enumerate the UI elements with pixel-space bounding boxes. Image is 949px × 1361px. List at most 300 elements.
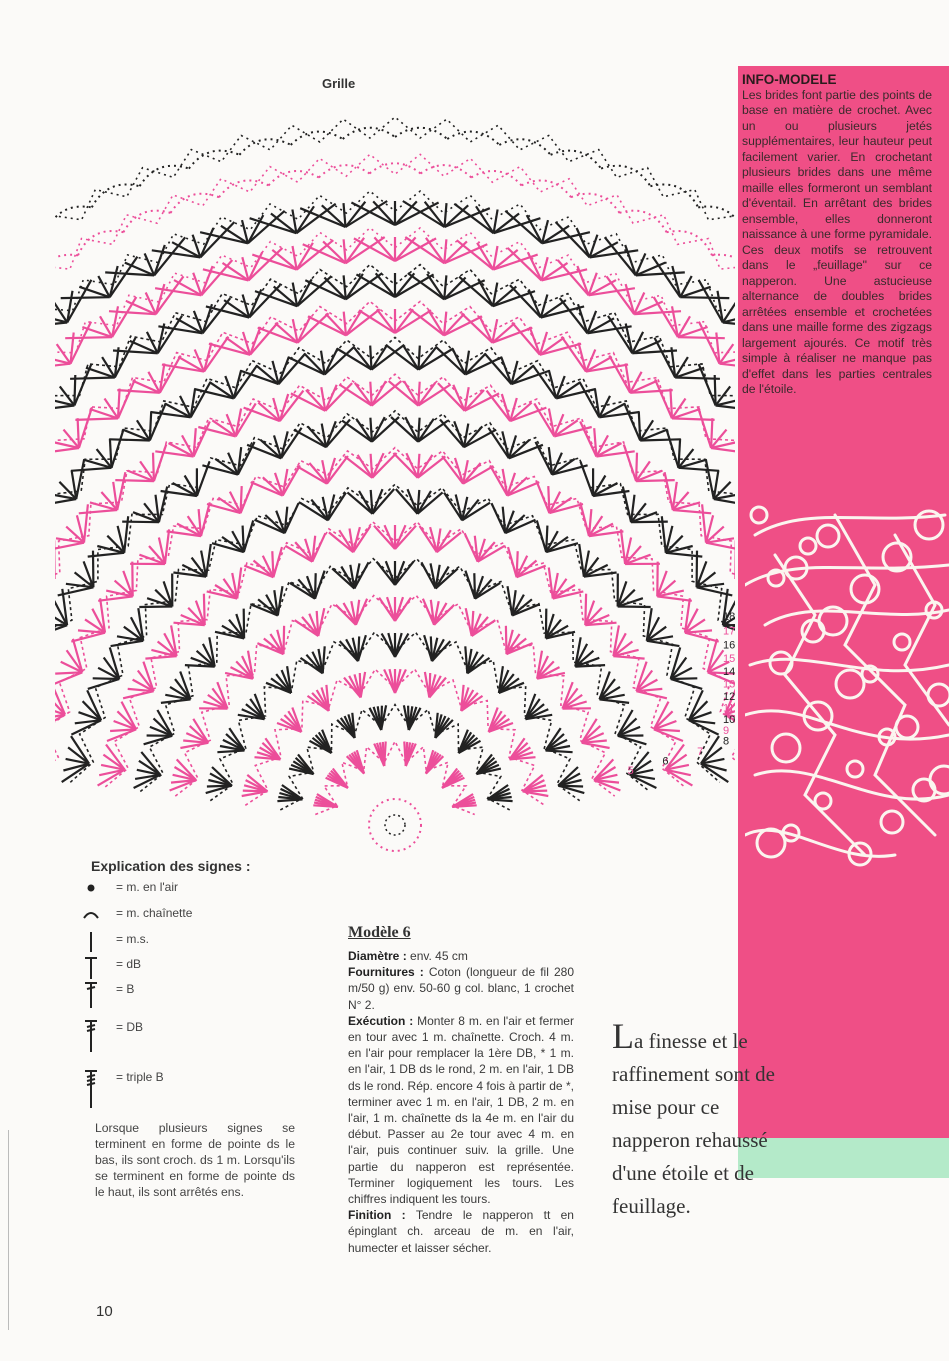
stitch	[374, 237, 395, 261]
stitch-cluster	[485, 354, 550, 385]
stitch	[384, 742, 386, 767]
stitch	[671, 679, 703, 689]
stitch	[55, 406, 74, 412]
stitch	[250, 327, 260, 355]
chain-line	[280, 705, 509, 810]
stitch-cluster	[240, 354, 305, 385]
stitch	[395, 526, 416, 549]
supplies-label: Fournitures :	[348, 965, 424, 980]
info-text: Les brides font partie des points de base en matière de crochet. Avec un ou plusieurs jetés supplémentaires, leur hauteur peut facilement varier. En crochetant plusieurs brides dans une même maille elles formeront un semblant d'éventail. En arrêtant des brides ensemble, elles donneront naissance à une forme pyramidale. Ces deux motifs se retrouvent dans le „feuillage" sur ce napperon. Une astucieuse alternance de doubles brides arrêtées ensemble et crochetées dans une maille forme des zigzags largement ajourés. Ce motif très simple à réaliser ne manque pas d'effet dans les parties centrales de l'étoile.	[742, 87, 932, 396]
stitch	[344, 275, 346, 299]
stitch	[284, 626, 285, 654]
stitch	[581, 462, 594, 496]
crochet-chart	[55, 95, 735, 865]
scallop	[219, 180, 269, 197]
round-5	[170, 596, 621, 797]
stitch-cluster	[374, 742, 386, 767]
stitch	[406, 453, 417, 478]
stitch	[339, 385, 371, 406]
stitch-cluster	[662, 516, 703, 556]
stitch	[327, 456, 348, 484]
stitch	[679, 439, 681, 468]
stitch-cluster	[266, 666, 291, 693]
stitch-cluster	[295, 608, 325, 636]
stitch	[723, 323, 735, 328]
stitch	[204, 594, 205, 625]
stitch	[145, 656, 176, 658]
stitch-cluster	[71, 690, 101, 734]
stitch-cluster	[594, 759, 620, 790]
stitch-cluster	[421, 562, 457, 588]
stitch	[444, 239, 446, 263]
stitch-cluster	[170, 759, 196, 790]
stitch	[55, 672, 82, 673]
stitch	[342, 421, 372, 442]
stitch-cluster	[435, 713, 453, 738]
stitch-cluster	[621, 529, 660, 564]
stitch	[624, 445, 636, 482]
stitch	[508, 547, 517, 577]
stitch-cluster	[489, 708, 513, 732]
stitch-cluster	[618, 710, 647, 744]
stitch-cluster	[55, 459, 84, 506]
stitch	[203, 298, 231, 333]
stitch	[361, 672, 365, 698]
stitch-cluster	[215, 609, 244, 639]
stitch-cluster	[546, 609, 575, 639]
stitch-cluster	[212, 520, 253, 552]
stitch-cluster	[288, 347, 354, 375]
stitch	[508, 586, 513, 615]
stitch-cluster	[560, 298, 632, 333]
stitch-cluster	[217, 728, 244, 752]
stitch-cluster	[98, 745, 125, 786]
stitch	[372, 345, 404, 370]
stitch	[625, 245, 636, 275]
round-number: 6	[662, 755, 669, 768]
stitch-cluster	[301, 646, 325, 673]
scallop	[698, 207, 735, 233]
stitch-cluster	[618, 574, 651, 608]
stitch-cluster	[258, 313, 329, 342]
round-number: 13	[723, 678, 735, 691]
stitch	[440, 420, 464, 448]
stitch	[549, 568, 553, 599]
stitch-cluster	[161, 672, 191, 703]
stitch	[373, 489, 395, 514]
stitch-cluster	[244, 547, 282, 577]
stitch-cluster	[490, 465, 539, 495]
round-4	[206, 632, 585, 800]
stitch	[640, 439, 681, 440]
stitch-cluster	[337, 345, 404, 370]
scallop	[712, 255, 735, 282]
stitch	[273, 547, 282, 577]
stitch	[389, 381, 419, 406]
stitch	[326, 421, 336, 447]
scallop	[620, 211, 667, 233]
stitch	[607, 276, 635, 314]
stitch	[294, 430, 326, 448]
scallop	[499, 139, 550, 155]
chain-line	[55, 337, 735, 764]
stitch	[297, 466, 327, 484]
stitch	[370, 382, 371, 406]
stitch	[453, 385, 464, 411]
stitch	[512, 323, 540, 355]
round-2	[277, 705, 512, 810]
round-number: 10	[723, 714, 735, 727]
stitch	[123, 691, 154, 698]
stitch	[325, 383, 352, 411]
stitch-cluster	[255, 738, 281, 759]
stitch	[391, 417, 418, 442]
stitch	[55, 448, 79, 454]
stitch	[154, 445, 166, 482]
stitch-cluster	[158, 298, 230, 333]
stitch-cluster	[144, 710, 173, 744]
execution-label: Exécution :	[348, 1013, 414, 1028]
stitch	[403, 201, 445, 227]
stitch-cluster	[466, 608, 496, 636]
stitch	[452, 348, 465, 374]
stitch	[297, 277, 331, 307]
scallop	[92, 184, 140, 207]
stitch	[79, 510, 117, 513]
round-number: 5	[627, 765, 634, 777]
stitch	[395, 561, 404, 585]
stitch	[459, 277, 493, 307]
stitch-cluster	[462, 313, 533, 342]
stitch	[356, 419, 372, 442]
stitch-cluster	[305, 273, 382, 299]
stitch-cluster	[488, 428, 543, 459]
stitch	[529, 289, 541, 317]
stitch	[546, 751, 573, 753]
stitch-cluster	[336, 599, 367, 625]
stitch-cluster	[647, 608, 680, 646]
stitch	[605, 237, 636, 275]
stitch	[355, 383, 372, 406]
stitch	[78, 418, 79, 448]
finish-label: Finition :	[348, 1208, 406, 1223]
stitch-cluster	[508, 547, 546, 577]
stitch	[548, 486, 549, 513]
stitch	[346, 310, 362, 335]
stitch-cluster	[523, 775, 549, 796]
legend-label: = DB	[116, 1020, 144, 1034]
stitch	[405, 237, 444, 263]
stitch	[165, 529, 169, 564]
stitch	[237, 568, 241, 599]
stitch	[206, 544, 211, 577]
center-ring-inner	[385, 815, 405, 835]
stitch-cluster	[706, 459, 735, 506]
stitch-cluster	[492, 503, 536, 533]
stitch-cluster	[207, 568, 242, 599]
stitch	[711, 418, 712, 448]
round-number: 11	[723, 702, 735, 715]
stitch-cluster	[250, 586, 282, 615]
stitch	[575, 665, 605, 667]
stitch	[79, 407, 92, 448]
stitch	[280, 391, 304, 422]
stitch-cluster	[115, 445, 166, 482]
stitch-cluster	[426, 750, 443, 773]
stitch	[618, 736, 647, 745]
stitch-cluster	[206, 767, 232, 793]
round-number: 15	[723, 652, 735, 665]
stitch-cluster	[155, 260, 232, 295]
stitch	[501, 357, 511, 384]
scallop	[269, 171, 319, 185]
supplies-value: Coton (longueur de fil 280 m/50 g) env. 50-60 g col. blanc, 1 crochet N° 2.	[348, 965, 575, 1012]
stitch-cluster	[508, 248, 587, 281]
stitch-cluster	[465, 646, 489, 673]
stitch-cluster	[242, 775, 268, 796]
stitch	[347, 492, 372, 513]
stitch	[372, 381, 402, 406]
stitch	[408, 489, 418, 514]
stitch-cluster	[442, 456, 493, 484]
stitch	[373, 489, 383, 514]
stitch-cluster	[238, 694, 265, 719]
stitch	[675, 378, 720, 379]
stitch	[579, 544, 584, 577]
stitch-cluster	[671, 647, 703, 689]
stitch	[444, 314, 464, 336]
stitch	[647, 641, 680, 646]
stitch-cluster	[624, 445, 675, 482]
stitch-cluster	[88, 516, 129, 556]
legend-note: Lorsque plusieurs signes se terminent en forme de pointe ds le bas, ils sont croch. ds 1 m. Lorsqu'ils se terminent en forme de pointe ds le haut, ils sont arrêtés ens.	[95, 1121, 295, 1199]
stitch-cluster	[549, 568, 584, 599]
stitch	[714, 499, 735, 506]
stitch	[372, 417, 385, 442]
scallop	[319, 165, 370, 177]
stitch	[112, 429, 124, 468]
diameter-value: env. 45 cm	[410, 949, 468, 963]
stitch	[71, 468, 112, 471]
stitch-cluster	[386, 345, 453, 370]
stitch-cluster	[536, 481, 583, 513]
stitch	[372, 381, 386, 406]
scan-edge	[8, 1130, 9, 1330]
stitch	[672, 418, 715, 420]
info-box	[742, 72, 932, 398]
stitch	[419, 347, 437, 370]
stitch	[325, 385, 336, 411]
stitch	[139, 607, 172, 608]
stitch	[377, 562, 396, 585]
stitch	[621, 529, 625, 564]
stitch	[61, 297, 110, 298]
stitch-cluster	[665, 472, 712, 513]
stitch-cluster	[526, 694, 553, 719]
stitch-cluster	[546, 728, 573, 752]
diameter-label: Diamètre :	[348, 949, 407, 963]
stitch-cluster	[393, 453, 445, 478]
stitch-cluster	[699, 280, 735, 328]
stitch	[444, 275, 446, 299]
stitch	[279, 357, 289, 384]
legend-label: = B	[116, 982, 135, 996]
scallop	[650, 184, 698, 207]
stitch	[666, 429, 678, 468]
scallop	[551, 151, 602, 169]
stitch-cluster	[391, 417, 448, 442]
stitch-cluster	[162, 337, 229, 372]
stitch-cluster	[344, 672, 365, 698]
scallop	[370, 163, 421, 173]
stitch	[426, 238, 444, 263]
stitch	[386, 561, 395, 585]
scallop	[421, 165, 472, 177]
stitch-cluster	[423, 599, 454, 625]
scallop	[343, 128, 395, 139]
stitch	[346, 201, 388, 227]
double-treble-icon	[80, 1018, 108, 1058]
stitch-cluster	[382, 633, 409, 657]
legend-label: = dB	[116, 957, 142, 971]
stitch	[445, 205, 469, 227]
stitch-cluster	[257, 626, 284, 654]
stitch-cluster	[405, 237, 487, 263]
stitch-cluster	[98, 562, 133, 601]
stitch-cluster	[609, 356, 672, 393]
stitch-cluster	[510, 285, 584, 317]
legend-label: = m. en l'air	[116, 880, 178, 894]
round-number: 7	[697, 745, 704, 758]
stitch	[241, 481, 254, 513]
stitch	[418, 382, 419, 406]
stitch-cluster	[685, 598, 719, 641]
chart-title: Grille	[322, 76, 356, 91]
stitch	[298, 313, 329, 342]
stitch	[244, 520, 253, 552]
scallop	[239, 139, 290, 155]
stitch	[370, 418, 372, 442]
stitch	[396, 489, 418, 514]
stitch	[698, 407, 711, 448]
stitch	[711, 448, 735, 454]
stitch	[115, 480, 154, 481]
stitch-cluster	[277, 708, 301, 732]
scallop	[123, 211, 170, 233]
stitch-cluster	[255, 277, 331, 307]
stitch-cluster	[107, 702, 136, 741]
stitch-cluster	[55, 280, 91, 328]
stitch-cluster	[404, 742, 416, 767]
stitch-cluster	[536, 442, 588, 475]
legend-label: = m.s.	[116, 932, 150, 946]
stitch	[354, 347, 372, 370]
execution-value: Monter 8 m. en l'air et fermer en tour avec 1 m. chaînette. Croch. 4 m. en l'air pour remplacer la 1ère DB, * 1 m. en l'air, 1 DB ds le rond, 2 m. en l'air, 1 DB ds le rond. Rép. encore 4 fois à partir de *, terminer avec 1 m. en l'air, 1 DB, 2 m. en l'air, 1 m. chaînette ds la 4e m. en l'air du début. Passer au 2e tour avec 4 m. en l'air, puis continuer suiv. la grille. Une partie du napperon est représentée. Terminer logiquement les tours. Les chiffres indiquent les tours.	[348, 1013, 574, 1207]
stitch-cluster	[404, 705, 421, 730]
stitch-cluster	[251, 465, 300, 495]
stitch-cluster	[506, 626, 533, 654]
stitch-cluster	[654, 702, 683, 741]
stitch-cluster	[499, 666, 524, 693]
stitch-cluster	[111, 608, 144, 646]
stitch	[454, 421, 464, 447]
stitch-cluster	[55, 589, 67, 638]
round-1	[313, 741, 476, 814]
round-number: 8	[723, 735, 730, 748]
stitch	[122, 522, 159, 523]
stitch	[118, 379, 135, 418]
stitch	[699, 364, 716, 405]
stitch	[427, 274, 444, 299]
stitch-cluster	[655, 379, 715, 420]
stitch-cluster	[370, 705, 387, 730]
stitch-cluster	[247, 428, 302, 459]
stitch	[624, 403, 640, 440]
stitch	[671, 678, 698, 679]
stitch-cluster	[88, 647, 120, 689]
stitch	[322, 205, 346, 227]
stitch	[715, 375, 716, 406]
finish-value: Tendre le napperon tt en épinglant ch. arceau de m. en l'air, humecter et laisser sécher.	[348, 1208, 574, 1255]
stitch-cluster	[139, 574, 172, 608]
stitch	[582, 743, 610, 748]
stitch	[65, 337, 112, 338]
stitch-cluster	[199, 682, 227, 709]
stitch	[109, 439, 150, 440]
stitch	[636, 671, 652, 692]
stitch-cluster	[342, 417, 399, 442]
stitch	[720, 364, 736, 369]
stitch	[379, 598, 395, 621]
stitch	[487, 391, 511, 422]
stitch-cluster	[699, 364, 735, 411]
round-number: 16	[723, 639, 735, 652]
stitch	[395, 309, 413, 333]
stitch-cluster	[558, 260, 635, 295]
stitch	[393, 453, 417, 478]
stitch-cluster	[130, 529, 169, 564]
stitch-cluster	[379, 597, 411, 621]
stitch	[466, 608, 472, 636]
stitch-cluster	[313, 794, 338, 807]
stitch	[153, 453, 154, 481]
stitch	[344, 203, 346, 227]
stitch	[665, 472, 673, 510]
stitch	[75, 418, 118, 420]
stitch	[249, 285, 280, 317]
legend-label: = triple B	[116, 1070, 164, 1084]
stitch-cluster	[356, 273, 433, 297]
stitch-cluster	[285, 533, 325, 562]
stitch-cluster	[62, 736, 89, 782]
stitch	[138, 671, 154, 692]
stitch	[345, 456, 373, 477]
scallop	[447, 132, 499, 145]
stitch	[636, 480, 675, 481]
stitch-cluster	[185, 637, 215, 666]
stitch	[618, 607, 651, 608]
stitch	[580, 502, 589, 536]
round-number: 14	[723, 666, 735, 678]
round-number: 12	[723, 690, 735, 703]
stitch-cluster	[580, 502, 623, 536]
page-number: 10	[96, 1303, 113, 1320]
stitch	[323, 646, 325, 673]
chain-line	[210, 632, 579, 800]
stitch	[150, 403, 166, 440]
stitch-cluster	[75, 379, 135, 420]
stitch	[291, 393, 325, 410]
